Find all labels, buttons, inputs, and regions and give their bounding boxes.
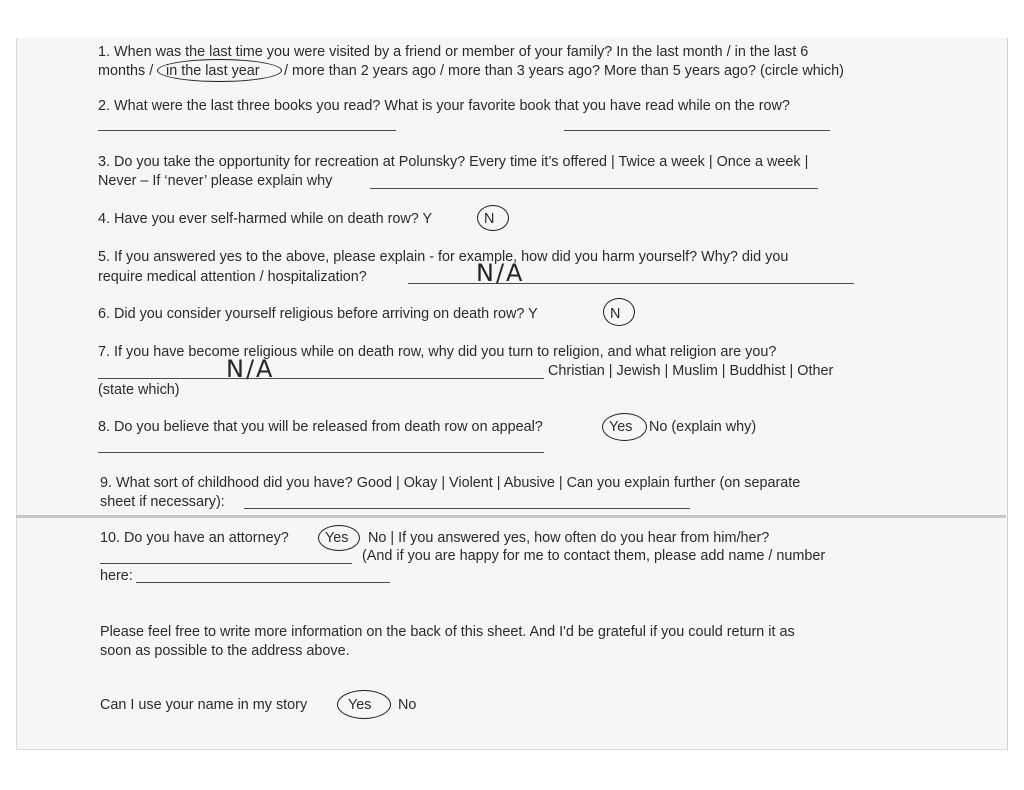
question-8-selected-option[interactable]: Yes	[609, 419, 633, 435]
question-7-line-3: (state which)	[98, 382, 180, 398]
question-1-line-1: 1. When was the last time you were visited by a friend or member of your family? In the last month / in the last 6	[98, 44, 809, 60]
answer-circle	[318, 525, 360, 551]
answer-circle	[337, 690, 391, 719]
answer-line[interactable]	[98, 130, 396, 131]
answer-line[interactable]	[370, 188, 818, 189]
paper-fold-line	[16, 515, 1006, 518]
question-9-line-2: sheet if necessary):	[100, 494, 225, 510]
question-9-line-1: 9. What sort of childhood did you have? Good | Okay | Violent | Abusive | Can you explain further (on separate	[100, 475, 801, 491]
question-7-line-1: 7. If you have become religious while on death row, why did you turn to religion, and what religion are you?	[98, 344, 777, 360]
closing-line-1: Please feel free to write more information on the back of this sheet. And I'd be grateful if you could return it as	[100, 624, 795, 640]
sheet-bottom-edge	[16, 749, 1006, 750]
name-consent-other-option[interactable]: No	[398, 697, 417, 713]
question-10-line-2: (And if you are happy for me to contact them, please add name / number	[362, 548, 826, 564]
question-3-line-2: Never – If ‘never’ please explain why	[98, 173, 333, 189]
question-1-line-2-end: / more than 2 years ago / more than 3 years ago? More than 5 years ago? (circle which)	[284, 63, 844, 79]
answer-line[interactable]	[564, 130, 830, 131]
question-3-line-1: 3. Do you take the opportunity for recreation at Polunsky? Every time it’s offered | Twice a week | Once a week |	[98, 154, 809, 170]
question-10-line-1-start: 10. Do you have an attorney?	[100, 530, 289, 546]
name-consent-selected-option[interactable]: Yes	[348, 697, 372, 713]
answer-line[interactable]	[408, 283, 854, 284]
answer-line[interactable]	[244, 508, 690, 509]
question-7-handwritten-answer: N/A	[226, 355, 275, 383]
question-2-line-1: 2. What were the last three books you read? What is your favorite book that you have read while on the row?	[98, 98, 790, 114]
answer-line[interactable]	[136, 582, 390, 583]
answer-circle	[603, 298, 635, 326]
answer-circle	[157, 59, 282, 82]
question-5-line-1: 5. If you answered yes to the above, please explain - for example, how did you harm yourself? Why? did you	[98, 249, 789, 265]
question-1-line-2-start: months /	[98, 63, 154, 79]
answer-line[interactable]	[98, 452, 544, 453]
answer-circle	[477, 205, 509, 231]
name-consent-question: Can I use your name in my story	[100, 697, 308, 713]
question-4-selected-option[interactable]: N	[484, 211, 495, 227]
question-7-religion-options: Christian | Jewish | Muslim | Buddhist | Other	[548, 363, 834, 379]
question-5-handwritten-answer: N/A	[476, 259, 525, 287]
question-5-line-2: require medical attention / hospitalization?	[98, 269, 367, 285]
question-10-line-3: here:	[100, 568, 133, 584]
closing-line-2: soon as possible to the address above.	[100, 643, 350, 659]
question-1-selected-option[interactable]: in the last year	[166, 63, 260, 79]
answer-circle	[602, 413, 647, 441]
question-10-selected-option[interactable]: Yes	[325, 530, 349, 546]
answer-line[interactable]	[98, 378, 544, 379]
question-4-line-1: 4. Have you ever self-harmed while on death row? Y	[98, 211, 433, 227]
question-8-line-1-start: 8. Do you believe that you will be released from death row on appeal?	[98, 419, 543, 435]
question-6-line-1: 6. Did you consider yourself religious before arriving on death row? Y	[98, 306, 538, 322]
question-10-line-1-end: No | If you answered yes, how often do you hear from him/her?	[368, 530, 770, 546]
answer-line[interactable]	[100, 563, 352, 564]
question-6-selected-option[interactable]: N	[610, 306, 621, 322]
question-8-line-1-end: No (explain why)	[649, 419, 757, 435]
